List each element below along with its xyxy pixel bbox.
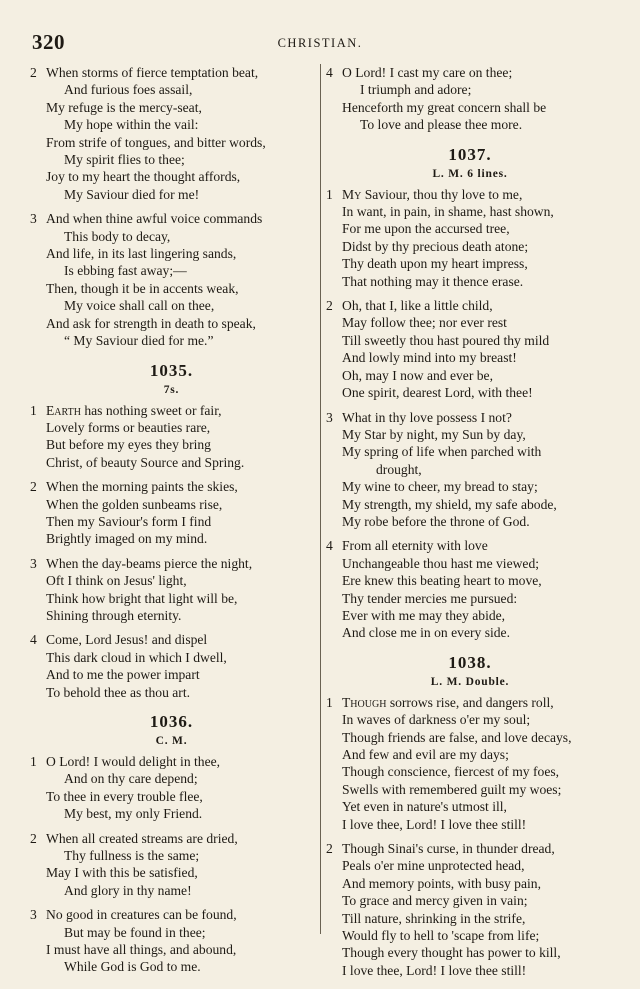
verse-line: Henceforth my great concern shall be [342, 99, 547, 115]
verse-line: My wine to cheer, my bread to stay; [342, 479, 538, 495]
stanza-number: 2 [326, 841, 333, 857]
verse-line: This body to decay, [64, 228, 171, 244]
verse-line: My Saviour, thou thy love to me, [342, 186, 523, 202]
stanza-number: 1 [30, 402, 37, 418]
verse-line: In waves of darkness o'er my soul; [342, 712, 531, 728]
verse-line: Then, though it be in accents weak, [46, 280, 239, 296]
verse-line: And few and evil are my days; [342, 747, 509, 762]
verse-line: My spring of life when parched with [342, 444, 542, 460]
verse-line: I love thee, Lord! I love thee still! [342, 962, 527, 978]
verse-line: My Star by night, my Sun by day, [342, 426, 526, 442]
stanza-number: 2 [326, 298, 333, 314]
verse-line: “ My Saviour died for me.” [64, 333, 214, 349]
stanza-number: 3 [326, 409, 333, 425]
right-column [326, 64, 614, 986]
verse-line: Yet even in nature's utmost ill, [342, 799, 507, 815]
verse-line: And life, in its last lingering sands, [46, 246, 237, 262]
stanza-number: 3 [30, 907, 37, 923]
hymn-meter: 7s. [163, 383, 180, 396]
verse-line: My hope within the vail: [64, 117, 199, 133]
column-divider [320, 64, 321, 934]
verse-line: One spirit, dearest Lord, with thee! [342, 385, 533, 401]
hymn-number: 1037. [448, 144, 492, 164]
hymn-number: 1036. [149, 712, 194, 731]
verse-line: I love thee, Lord! I love thee still! [342, 816, 527, 832]
verse-line: Though every thought has power to kill, [342, 945, 561, 961]
verse-line: Brightly imaged on my mind. [46, 531, 208, 547]
verse-line: When the day-beams pierce the night, [46, 555, 253, 571]
verse-line: Is ebbing fast away;— [64, 263, 187, 279]
verse-line: Then my Saviour's form I find [46, 513, 212, 529]
stanza-number: 1 [30, 754, 37, 769]
verse-line: O Lord! I cast my care on thee; [342, 65, 513, 80]
running-title: CHRISTIAN. [277, 36, 363, 50]
stanza [326, 186, 614, 290]
verse-line: And ask for strength in death to speak, [46, 315, 256, 331]
left-column [30, 64, 313, 983]
stanza-number: 3 [30, 211, 37, 227]
stanza-number: 1 [326, 694, 333, 710]
verse-line: Would fly to hell to 'scape from life; [342, 928, 540, 944]
stanza-number: 3 [30, 555, 37, 571]
verse-line: O Lord! I would delight in thee, [46, 754, 221, 769]
verse-line: In want, in pain, in shame, hast shown, [342, 204, 554, 220]
stanza [326, 297, 614, 401]
stanza [326, 537, 614, 641]
verse-line: Thy fullness is the same; [64, 848, 200, 864]
verse-line: When the morning paints the skies, [46, 479, 238, 495]
verse-line: May I with this be satisfied, [46, 865, 198, 881]
verse-line: Though sorrows rise, and dangers roll, [342, 694, 554, 710]
verse-line: And memory points, with busy pain, [342, 875, 541, 891]
verse-line: Earth has nothing sweet or fair, [46, 402, 222, 418]
stanza-number: 2 [30, 479, 37, 495]
verse-line: Unchangeable thou hast me viewed; [342, 555, 540, 571]
verse-line: Thy death upon my heart impress, [342, 256, 528, 272]
verse-line: To behold thee as thou art. [46, 684, 191, 700]
verse-line: My strength, my shield, my safe abode, [342, 496, 557, 512]
verse-line: Till nature, shrinking in the strife, [342, 910, 526, 926]
verse-line: Ever with me may they abide, [342, 607, 506, 623]
verse-line: While God is God to me. [64, 959, 201, 975]
hymn-meter: L. M. Double. [430, 675, 510, 688]
verse-line: To thee in every trouble flee, [46, 788, 203, 804]
verse-line: What in thy love possess I not? [342, 409, 512, 425]
verse-line: Peals o'er mine unprotected head, [342, 858, 525, 874]
verse-line: My best, my only Friend. [64, 806, 203, 822]
stanza-number: 4 [326, 65, 333, 80]
verse-line: Though conscience, fiercest of my foes, [342, 764, 560, 780]
hymn-meter: L. M. 6 lines. [432, 167, 508, 180]
verse-line: My refuge is the mercy-seat, [46, 99, 202, 115]
verse-line: This dark cloud in which I dwell, [46, 649, 227, 665]
verse-line: To grace and mercy given in vain; [342, 893, 528, 909]
verse-line: Didst by thy precious death atone; [342, 238, 529, 254]
verse-line: Oft I think on Jesus' light, [46, 573, 187, 589]
stanza [326, 409, 614, 531]
stanza [30, 210, 313, 349]
stanza-number: 4 [30, 632, 37, 648]
verse-line: And lowly mind into my breast! [342, 350, 517, 366]
verse-line: That nothing may it thence erase. [342, 273, 524, 289]
verse-line: Thy tender mercies me pursued: [342, 590, 518, 606]
verse-line: From all eternity with love [342, 538, 488, 554]
verse-line: And furious foes assail, [64, 82, 193, 98]
stanza [30, 753, 313, 823]
verse-line: Swells with remembered guilt my woes; [342, 781, 562, 797]
verse-line: Joy to my heart the thought affords, [46, 169, 241, 185]
page-number: 320 [32, 30, 65, 54]
stanza [326, 64, 614, 134]
hymn-meter: C. M. [155, 735, 188, 747]
verse-line: Shining through eternity. [46, 607, 182, 623]
stanza [30, 64, 313, 203]
verse-line: I must have all things, and abound, [46, 942, 237, 958]
hymn-number: 1038. [448, 652, 492, 672]
stanza [326, 840, 614, 979]
verse-line: But before my eyes they bring [46, 437, 211, 453]
verse-line: No good in creatures can be found, [46, 907, 237, 923]
verse-line: Ere knew this beating heart to move, [342, 573, 542, 589]
verse-line: Oh, that I, like a little child, [342, 298, 493, 314]
verse-line: drought, [376, 461, 422, 477]
verse-line: Though Sinai's curse, in thunder dread, [342, 841, 555, 857]
verse-line: Come, Lord Jesus! and dispel [46, 632, 208, 648]
verse-line: Though friends are false, and love decays, [342, 729, 572, 745]
verse-line: Till sweetly thou hast poured thy mild [342, 332, 550, 348]
stanza-number: 2 [30, 830, 37, 846]
verse-line: When the golden sunbeams rise, [46, 496, 223, 512]
stanza [30, 478, 313, 548]
verse-line: Think how bright that light will be, [46, 590, 238, 606]
verse-line: Christ, of beauty Source and Spring. [46, 454, 245, 470]
hymn-number: 1035. [149, 360, 194, 380]
verse-line: Oh, may I now and ever be, [342, 367, 493, 383]
stanza [30, 631, 313, 701]
stanza [30, 906, 313, 976]
verse-line: And close me in on every side. [342, 625, 510, 641]
stanza [30, 555, 313, 625]
verse-line: When storms of fierce temptation beat, [46, 65, 259, 80]
verse-line: My voice shall call on thee, [64, 298, 215, 314]
verse-line: For me upon the accursed tree, [342, 221, 510, 237]
verse-line: May follow thee; nor ever rest [342, 315, 507, 331]
verse-line: And to me the power impart [46, 667, 200, 683]
verse-line: And on thy care depend; [64, 771, 198, 787]
verse-line: My Saviour died for me! [64, 186, 200, 202]
verse-line: I triumph and adore; [360, 82, 472, 98]
stanza-number: 2 [30, 65, 37, 80]
verse-line: From strife of tongues, and bitter words, [46, 134, 266, 150]
stanza-number: 4 [326, 538, 333, 554]
stanza [30, 830, 313, 900]
verse-line: Lovely forms or beauties rare, [46, 419, 211, 435]
verse-line: My spirit flies to thee; [64, 152, 185, 168]
stanza [30, 402, 313, 472]
verse-line: My robe before the throne of God. [342, 513, 530, 529]
verse-line: To love and please thee more. [360, 117, 523, 133]
verse-line: And when thine awful voice commands [46, 211, 263, 227]
stanza-number: 1 [326, 186, 333, 202]
verse-line: But may be found in thee; [64, 924, 206, 940]
verse-line: When all created streams are dried, [46, 830, 238, 846]
verse-line: And glory in thy name! [64, 882, 192, 898]
stanza [326, 694, 614, 833]
